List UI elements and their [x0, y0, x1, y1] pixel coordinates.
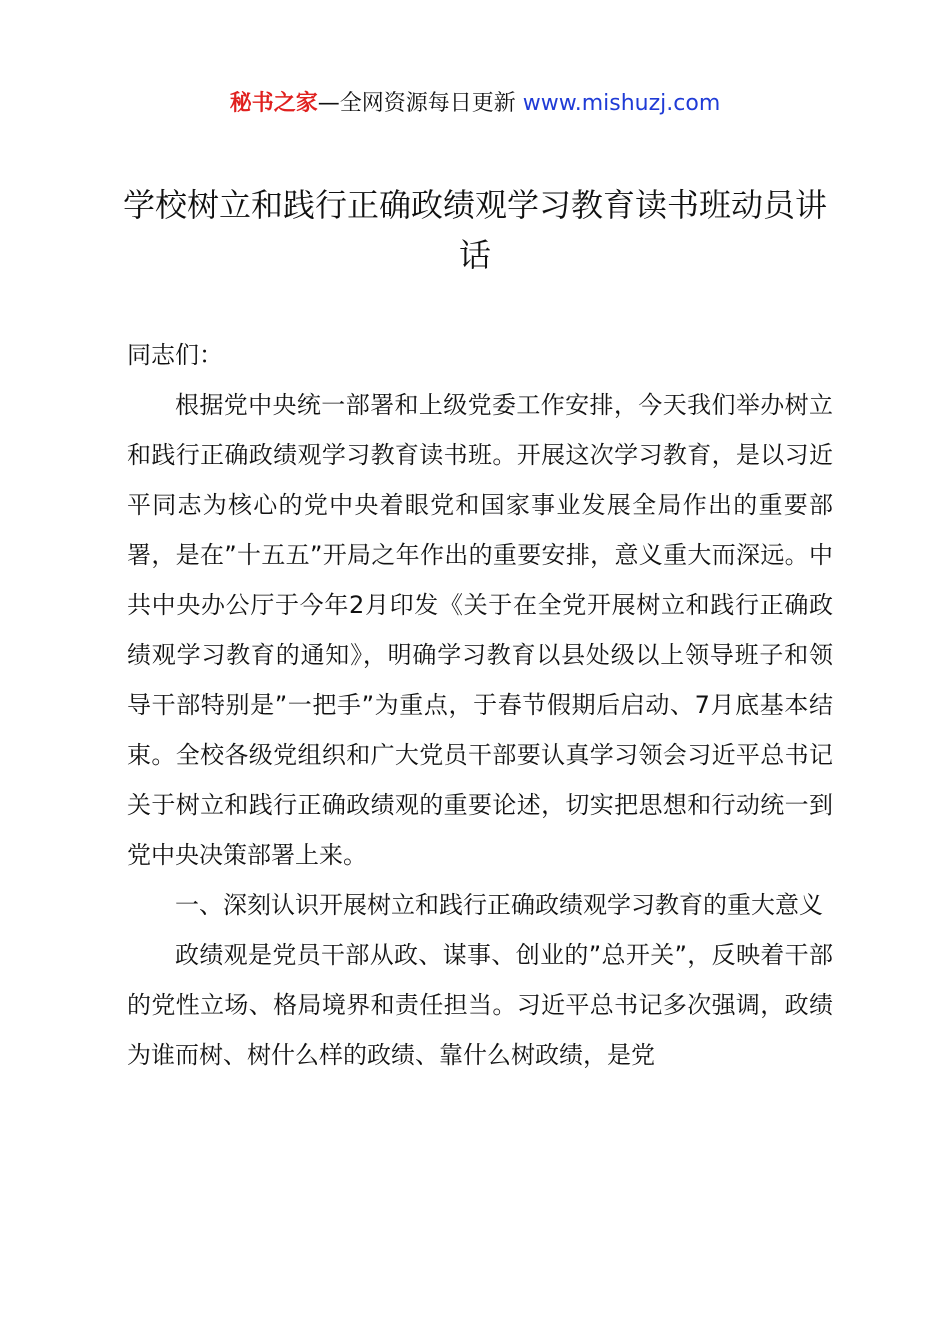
document-title: 学校树立和践行正确政绩观学习教育读书班动员讲话	[122, 186, 827, 274]
site-header	[0, 86, 950, 122]
paragraph-section-1: 政绩观是党员干部从政、谋事、创业的”总开关”，反映着干部的党性立场、格局境界和责任担当。习近平总书记多次强调，政绩为谁而树、树什么样的政绩、靠什么树政绩，是党	[127, 941, 833, 1069]
brand-name: 秘书之家	[229, 91, 318, 116]
section-heading-1: 一、深刻认识开展树立和践行正确政绩观学习教育的重大意义	[175, 891, 823, 919]
paragraph-intro: 根据党中央统一部署和上级党委工作安排，今天我们举办树立和践行正确政绩观学习教育读书班。开展这次学习教育，是以习近平同志为核心的党中央着眼党和国家事业发展全局作出的重要部署，是在”十五五”开局之年作出的重要安排，意义重大而深远。中共中央办公厅于今年2月印发《关于在全党开展树立和践行正确政绩观学习教育的通知》，明确学习教育以县处级以上领导班子和领导干部特别是”一把手”为重点，于春节假期后启动、7月底基本结束。全校各级党组织和广大党员干部要认真学习领会习近平总书记关于树立和践行正确政绩观的重要论述，切实把思想和行动统一到党中央决策部署上来。	[127, 391, 833, 869]
header-tagline: —全网资源每日更新	[317, 91, 523, 116]
salutation: 同志们：	[127, 341, 223, 369]
document-body	[127, 330, 833, 1080]
website-link[interactable]: www.mishuzj.com	[522, 91, 721, 116]
